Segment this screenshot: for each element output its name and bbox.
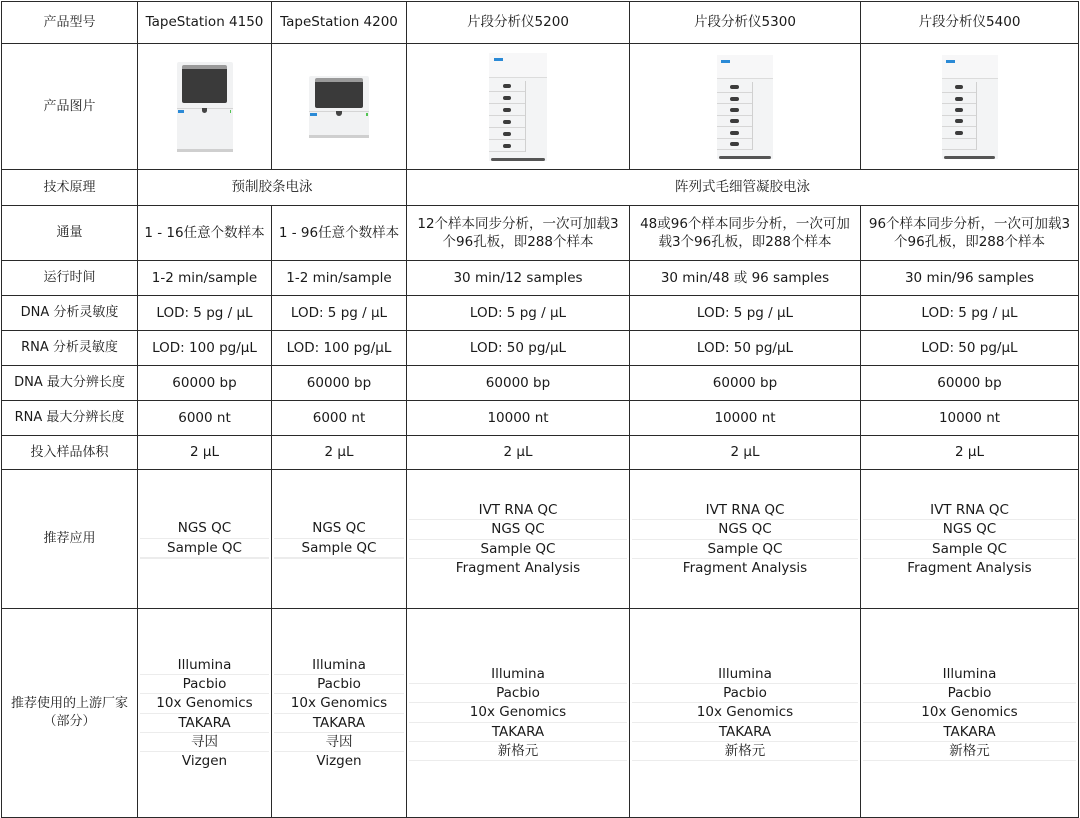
row-label-dna-max-length: DNA 最大分辨长度 — [2, 366, 138, 401]
application-item: IVT RNA QC — [478, 502, 558, 519]
product-image-cell — [630, 44, 861, 170]
rna-max-length-value: 10000 nt — [861, 401, 1079, 436]
vendor-item: Pacbio — [274, 674, 404, 693]
vendor-item: 10x Genomics — [140, 693, 269, 712]
product-image-cell — [272, 44, 407, 170]
throughput-line: 48或96个样本同步分析，一次可加 — [640, 215, 850, 232]
product-image-cell — [138, 44, 272, 170]
vendor-item: TAKARA — [863, 722, 1076, 741]
rna-max-length-value: 6000 nt — [138, 401, 272, 436]
row-rna-sensitivity — [2, 331, 1079, 366]
application-item: Fragment Analysis — [632, 558, 858, 577]
row-label-model: 产品型号 — [2, 2, 138, 44]
model-name: 片段分析仪5200 — [407, 2, 630, 44]
run-time-value: 1-2 min/sample — [138, 261, 272, 296]
row-label-dna-sensitivity: DNA 分析灵敏度 — [2, 296, 138, 331]
rna-sensitivity-value: LOD: 50 pg/µL — [861, 331, 1079, 366]
vendor-item — [409, 760, 627, 761]
application-item: Sample QC — [632, 539, 858, 558]
model-name: TapeStation 4150 — [138, 2, 272, 44]
row-label-throughput: 通量 — [2, 206, 138, 261]
throughput-value — [861, 206, 1079, 261]
row-label-rna-max-length: RNA 最大分辨长度 — [2, 401, 138, 436]
throughput-value: 1 - 16任意个数样本 — [138, 206, 272, 261]
vendor-item: Vizgen — [274, 751, 404, 770]
applications-list — [630, 470, 861, 609]
vendors-list — [272, 609, 407, 818]
model-name: 片段分析仪5400 — [861, 2, 1079, 44]
rna-sensitivity-value: LOD: 50 pg/µL — [407, 331, 630, 366]
vendor-item — [863, 760, 1076, 761]
applications-list — [138, 470, 272, 609]
rna-max-length-value: 10000 nt — [407, 401, 630, 436]
throughput-line: 个96孔板，即288个样本 — [442, 234, 594, 250]
row-vendors — [2, 609, 1079, 818]
application-item: Sample QC — [274, 538, 404, 557]
sample-volume-value: 2 µL — [272, 436, 407, 470]
vendors-list — [861, 609, 1079, 818]
run-time-value: 30 min/12 samples — [407, 261, 630, 296]
rna-max-length-value: 6000 nt — [272, 401, 407, 436]
row-dna-sensitivity — [2, 296, 1079, 331]
vendor-item: TAKARA — [274, 713, 404, 732]
application-item: NGS QC — [312, 520, 366, 537]
vendor-item: 新格元 — [632, 741, 858, 760]
throughput-line: 载3个96孔板，即288个样本 — [658, 234, 832, 250]
row-run-time — [2, 261, 1079, 296]
vendor-item: Pacbio — [863, 683, 1076, 702]
dna-max-length-value: 60000 bp — [138, 366, 272, 401]
sample-volume-value: 2 µL — [407, 436, 630, 470]
run-time-value: 30 min/48 或 96 samples — [630, 261, 861, 296]
vendor-item: Pacbio — [632, 683, 858, 702]
vendor-item: Vizgen — [140, 751, 269, 770]
vendor-item: Illumina — [491, 665, 545, 682]
dna-max-length-value: 60000 bp — [272, 366, 407, 401]
vendor-item: 新格元 — [863, 741, 1076, 760]
application-item: IVT RNA QC — [705, 502, 785, 519]
row-rna-max-length — [2, 401, 1079, 436]
throughput-value — [407, 206, 630, 261]
row-model — [2, 2, 1079, 44]
fragment-analyzer-5200-instrument-icon — [489, 53, 547, 161]
dna-sensitivity-value: LOD: 5 pg / µL — [630, 296, 861, 331]
row-sample-volume — [2, 436, 1079, 470]
vendor-item: TAKARA — [409, 722, 627, 741]
dna-sensitivity-value: LOD: 5 pg / µL — [861, 296, 1079, 331]
vendor-item: 10x Genomics — [409, 702, 627, 721]
application-item: IVT RNA QC — [930, 502, 1009, 519]
row-dna-max-length — [2, 366, 1079, 401]
throughput-value: 1 - 96任意个数样本 — [272, 206, 407, 261]
vendor-item: Illumina — [312, 656, 366, 673]
dna-sensitivity-value: LOD: 5 pg / µL — [272, 296, 407, 331]
applications-list — [861, 470, 1079, 609]
sample-volume-value: 2 µL — [138, 436, 272, 470]
application-item: Fragment Analysis — [863, 558, 1076, 577]
model-name: TapeStation 4200 — [272, 2, 407, 44]
rna-max-length-value: 10000 nt — [630, 401, 861, 436]
vendors-list — [138, 609, 272, 818]
vendor-item: TAKARA — [140, 713, 269, 732]
row-label-image: 产品图片 — [2, 44, 138, 170]
row-label-run-time: 运行时间 — [2, 261, 138, 296]
vendor-item: 寻因 — [140, 732, 269, 751]
dna-sensitivity-value: LOD: 5 pg / µL — [407, 296, 630, 331]
row-label-sample-volume: 投入样品体积 — [2, 436, 138, 470]
rna-sensitivity-value: LOD: 100 pg/µL — [138, 331, 272, 366]
sample-volume-value: 2 µL — [630, 436, 861, 470]
sample-volume-value: 2 µL — [861, 436, 1079, 470]
dna-sensitivity-value: LOD: 5 pg / µL — [138, 296, 272, 331]
application-item — [274, 558, 404, 559]
vendor-item — [632, 760, 858, 761]
row-applications — [2, 470, 1079, 609]
fragment-analyzer-5400-instrument-icon — [942, 55, 998, 159]
fragment-analyzer-5300-instrument-icon — [717, 55, 773, 159]
application-item: Sample QC — [140, 538, 269, 557]
application-item: Fragment Analysis — [409, 558, 627, 577]
throughput-line: 个96孔板，即288个样本 — [894, 234, 1045, 250]
application-item: NGS QC — [632, 519, 858, 538]
dna-max-length-value: 60000 bp — [407, 366, 630, 401]
application-item: Sample QC — [409, 539, 627, 558]
throughput-value — [630, 206, 861, 261]
vendor-item: 10x Genomics — [274, 693, 404, 712]
vendor-item: Illumina — [177, 656, 232, 673]
product-image-cell — [861, 44, 1079, 170]
throughput-line: 96个样本同步分析，一次可加载3 — [868, 215, 1071, 232]
application-item: Sample QC — [863, 539, 1076, 558]
vendor-item: 10x Genomics — [863, 702, 1076, 721]
row-label-applications: 推荐应用 — [2, 470, 138, 609]
vendor-item: Illumina — [942, 665, 997, 682]
applications-list — [272, 470, 407, 609]
vendor-item: TAKARA — [632, 722, 858, 741]
throughput-line: 12个样本同步分析，一次可加载3 — [417, 215, 619, 232]
row-label-vendors — [2, 609, 138, 818]
vendor-item: 寻因 — [274, 732, 404, 751]
vendor-item: Pacbio — [140, 674, 269, 693]
row-throughput — [2, 206, 1079, 261]
tapestation-4200-instrument-icon — [309, 76, 369, 138]
application-item: NGS QC — [863, 519, 1076, 538]
row-label-principle: 技术原理 — [2, 170, 138, 206]
rna-sensitivity-value: LOD: 50 pg/µL — [630, 331, 861, 366]
tapestation-4150-instrument-icon — [177, 62, 233, 152]
dna-max-length-value: 60000 bp — [630, 366, 861, 401]
run-time-value: 1-2 min/sample — [272, 261, 407, 296]
rna-sensitivity-value: LOD: 100 pg/µL — [272, 331, 407, 366]
dna-max-length-value: 60000 bp — [861, 366, 1079, 401]
row-image — [2, 44, 1079, 170]
vendor-item: 10x Genomics — [632, 702, 858, 721]
model-name: 片段分析仪5300 — [630, 2, 861, 44]
product-comparison-table — [1, 1, 1079, 818]
application-item: NGS QC — [409, 519, 627, 538]
application-item — [140, 558, 269, 559]
row-label-rna-sensitivity: RNA 分析灵敏度 — [2, 331, 138, 366]
vendor-item: Illumina — [718, 665, 772, 682]
principle-fragment-analyzer: 阵列式毛细管凝胶电泳 — [407, 170, 1079, 206]
vendor-item: 新格元 — [409, 741, 627, 760]
vendors-list — [407, 609, 630, 818]
principle-tapestation: 预制胶条电泳 — [138, 170, 407, 206]
vendors-list — [630, 609, 861, 818]
run-time-value: 30 min/96 samples — [861, 261, 1079, 296]
product-image-cell — [407, 44, 630, 170]
vendors-label-line1: 推荐使用的上游厂家 — [10, 696, 128, 712]
application-item: NGS QC — [177, 520, 232, 537]
row-principle — [2, 170, 1079, 206]
applications-list — [407, 470, 630, 609]
vendors-label-line2: （部分） — [43, 714, 96, 729]
vendor-item: Pacbio — [409, 683, 627, 702]
